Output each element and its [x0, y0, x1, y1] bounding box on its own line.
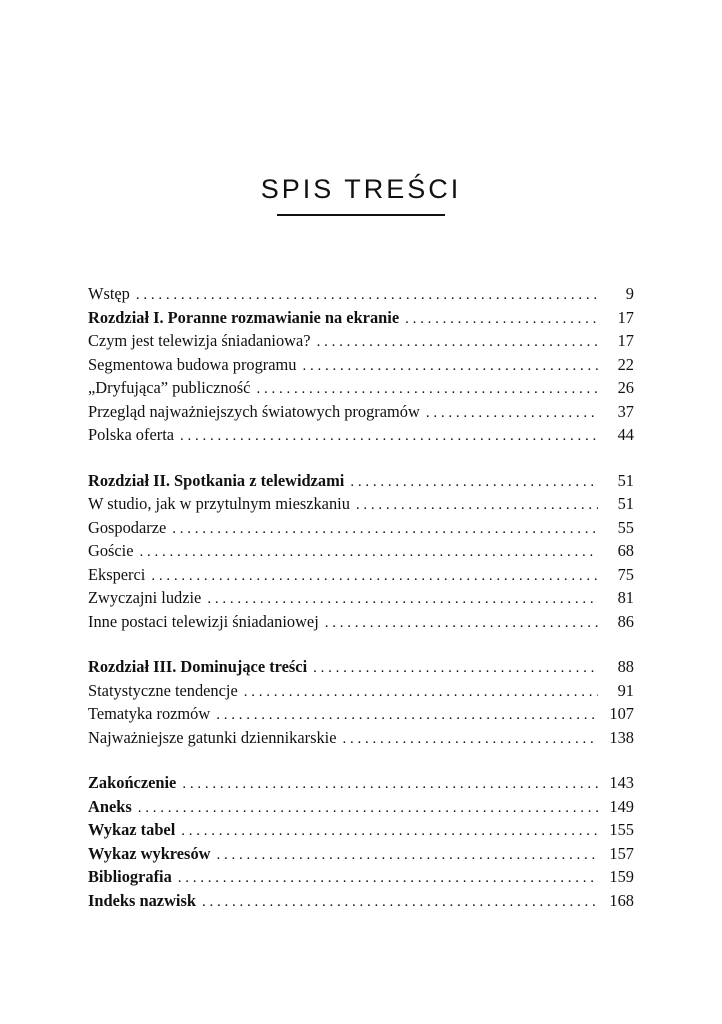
toc-page-number: 138: [609, 727, 634, 747]
toc-page-number: 88: [617, 657, 634, 676]
toc-entry-label: Gospodarze: [88, 517, 167, 537]
dot-leader: [256, 378, 598, 402]
toc-entry-label: Zakończenie: [88, 773, 177, 792]
toc-page-number: 22: [617, 354, 634, 374]
toc-entry-label: Rozdział I. Poranne rozmawianie na ekranie: [88, 307, 400, 327]
toc-entry-label: Tematyka rozmów: [88, 704, 211, 723]
toc-page-number: 81: [617, 588, 634, 607]
toc-entry[interactable]: [88, 516, 634, 540]
dot-leader: [216, 704, 598, 728]
toc-entry[interactable]: [88, 376, 634, 400]
toc-entry[interactable]: [88, 563, 634, 587]
toc-chapter-entry[interactable]: [88, 818, 634, 842]
toc-page-number: 107: [609, 704, 634, 723]
toc-page-number: 155: [609, 820, 634, 839]
dot-leader: [151, 565, 598, 589]
toc-entry-label: Przegląd najważniejszych światowych programów: [88, 401, 420, 421]
dot-leader: [302, 355, 598, 379]
toc-entry-label: W studio, jak w przytulnym mieszkaniu: [88, 494, 350, 513]
toc-chapter-entry[interactable]: [88, 655, 634, 679]
dot-leader: [317, 331, 598, 355]
dot-leader: [405, 308, 598, 332]
dot-leader: [356, 494, 598, 518]
toc-entry-label: Rozdział III. Dominujące treści: [88, 657, 308, 676]
toc-chapter-entry[interactable]: [88, 795, 634, 819]
toc-chapter-entry[interactable]: [88, 889, 634, 913]
toc-entry-label: Aneks: [88, 796, 132, 816]
toc-entry[interactable]: [88, 282, 634, 306]
title-underline: [277, 214, 445, 216]
toc-entry[interactable]: [88, 492, 634, 516]
toc-page-number: 168: [609, 890, 634, 910]
dot-leader: [178, 867, 598, 891]
toc-page-number: 9: [625, 284, 634, 303]
toc-entry[interactable]: [88, 726, 634, 750]
toc-page-number: 143: [609, 773, 634, 792]
dot-leader: [350, 471, 598, 495]
dot-leader: [172, 518, 598, 542]
toc-page-number: 17: [617, 307, 634, 327]
section-gap: [88, 749, 634, 771]
toc-page-number: 86: [617, 611, 634, 631]
toc-chapter-entry[interactable]: [88, 865, 634, 889]
toc-entry-label: Eksperci: [88, 564, 146, 584]
toc-page-number: 149: [609, 796, 634, 816]
toc-entry-label: Inne postaci telewizji śniadaniowej: [88, 611, 319, 631]
dot-leader: [325, 612, 598, 636]
toc-entry-label: „Dryfująca” publiczność: [88, 378, 251, 397]
toc-page-number: 26: [617, 378, 634, 397]
toc-page-number: 55: [617, 517, 634, 537]
toc-page-number: 17: [617, 331, 634, 350]
toc-entry[interactable]: [88, 400, 634, 424]
toc-chapter-entry[interactable]: [88, 842, 634, 866]
toc-entry[interactable]: [88, 329, 634, 353]
toc-page-number: 51: [617, 494, 634, 513]
toc-page-number: 159: [609, 867, 634, 886]
toc-entry-label: Zwyczajni ludzie: [88, 588, 202, 607]
toc-chapter-entry[interactable]: [88, 306, 634, 330]
toc-entry-label: Polska oferta: [88, 425, 175, 444]
toc-entry[interactable]: [88, 423, 634, 447]
dot-leader: [140, 541, 598, 565]
dot-leader: [138, 797, 598, 821]
toc-page-number: 91: [617, 680, 634, 700]
toc-entry[interactable]: [88, 610, 634, 634]
dot-leader: [181, 820, 598, 844]
toc-entry[interactable]: [88, 586, 634, 610]
toc-entry-label: Wstęp: [88, 284, 130, 303]
dot-leader: [216, 844, 598, 868]
toc-entry-label: Statystyczne tendencje: [88, 680, 238, 700]
toc-page-number: 44: [617, 425, 634, 444]
toc-entry-label: Rozdział II. Spotkania z telewidzami: [88, 470, 345, 490]
dot-leader: [313, 657, 598, 681]
toc-page-number: 68: [617, 541, 634, 560]
toc-page-number: 75: [617, 564, 634, 584]
page-title: SPIS TREŚCI: [260, 174, 462, 204]
toc-entry-label: Najważniejsze gatunki dziennikarskie: [88, 727, 337, 747]
toc-entry-label: Indeks nazwisk: [88, 890, 196, 910]
toc-entry-label: Segmentowa budowa programu: [88, 354, 297, 374]
dot-leader: [426, 402, 598, 426]
table-of-contents: [88, 282, 634, 912]
toc-entry[interactable]: [88, 679, 634, 703]
toc-chapter-entry[interactable]: [88, 771, 634, 795]
toc-entry-label: Wykaz wykresów: [88, 843, 211, 863]
dot-leader: [244, 681, 598, 705]
section-gap: [88, 447, 634, 469]
dot-leader: [182, 773, 598, 797]
dot-leader: [343, 728, 599, 752]
dot-leader: [180, 425, 598, 449]
toc-page-number: 37: [617, 401, 634, 421]
toc-entry-label: Goście: [88, 541, 134, 560]
toc-entry[interactable]: [88, 539, 634, 563]
toc-entry-label: Czym jest telewizja śniadaniowa?: [88, 331, 311, 350]
dot-leader: [136, 284, 598, 308]
toc-entry-label: Wykaz tabel: [88, 820, 176, 839]
dot-leader: [207, 588, 598, 612]
section-gap: [88, 633, 634, 655]
toc-chapter-entry[interactable]: [88, 469, 634, 493]
toc-entry-label: Bibliografia: [88, 867, 172, 886]
toc-page-number: 51: [617, 470, 634, 490]
toc-entry[interactable]: [88, 353, 634, 377]
toc-page-number: 157: [609, 843, 634, 863]
dot-leader: [202, 891, 598, 915]
toc-entry[interactable]: [88, 702, 634, 726]
